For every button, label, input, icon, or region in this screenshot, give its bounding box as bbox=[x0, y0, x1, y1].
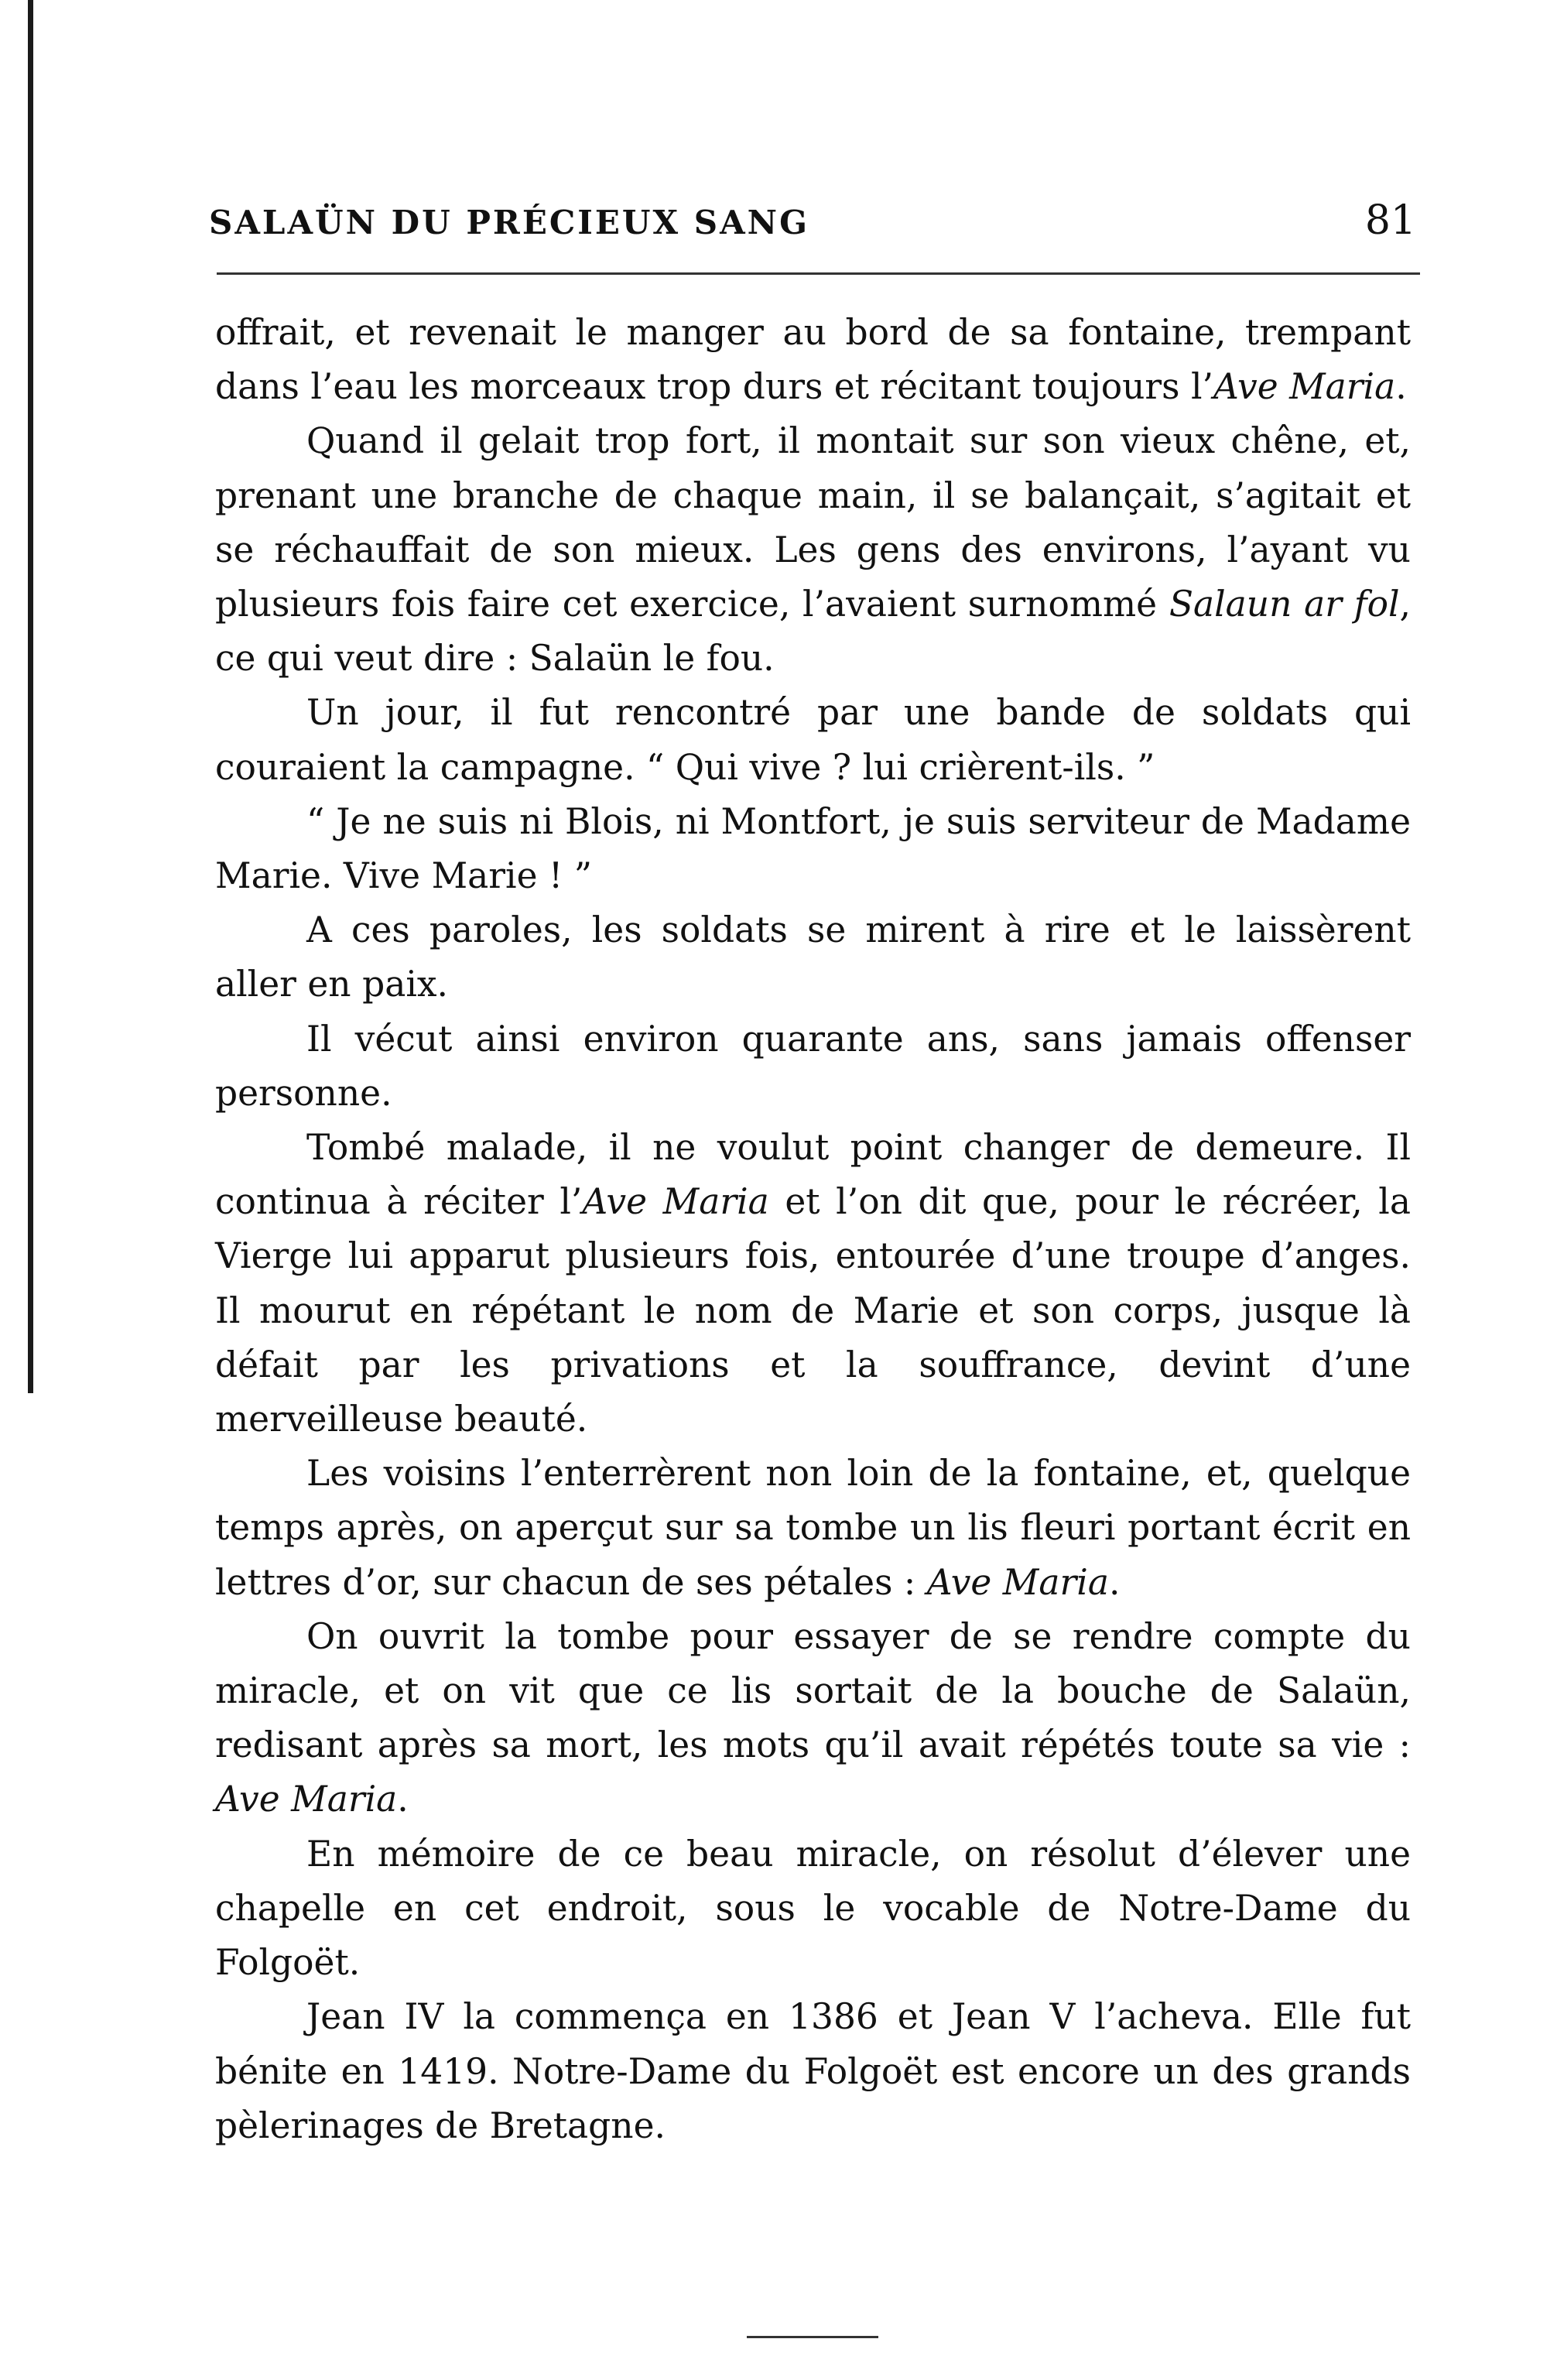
paragraph-2: Quand il gelait trop fort, il montait sur son vieux chêne, et, prenant une branche de chaque main, il se balançait, s’agitait et se réchauffait de son mieux. Les gens des environs, l’ayant vu plusieurs fois faire cet exercice, l’avaient surnommé Salaun ar fol, ce qui veut dire : Salaün le fou. bbox=[215, 420, 1411, 680]
paragraph-7: Tombé malade, il ne voulut point changer de demeure. Il continua à réciter l’Ave Maria et l’on dit que, pour le récréer, la Vierge lui apparut plusieurs fois, entourée d’une troupe d’anges. Il mourut en répétant le nom de Marie et son corps, jusque là défait par les privations et la souffrance, devint d’une merveilleuse beauté. bbox=[215, 1127, 1411, 1440]
paragraph-5: A ces paroles, les soldats se mirent à rire et le laissèrent aller en paix. bbox=[215, 909, 1411, 1005]
binding-edge-rule bbox=[28, 0, 33, 1393]
body-text bbox=[215, 306, 1411, 2153]
paragraph-8: Les voisins l’enterrèrent non loin de la fontaine, et, quelque temps après, on aperçut sur sa tombe un lis fleuri portant écrit en lettres d’or, sur chacun de ses pétales : Ave Maria. bbox=[215, 1453, 1411, 1603]
running-head: SALAÜN DU PRÉCIEUX SANG bbox=[209, 204, 809, 241]
paragraph-4: “ Je ne suis ni Blois, ni Montfort, je suis serviteur de Madame Marie. Vive Marie ! ” bbox=[215, 800, 1411, 897]
paragraph-9: On ouvrit la tombe pour essayer de se rendre compte du miracle, et on vit que ce lis sortait de la bouche de Salaün, redisant après sa mort, les mots qu’il avait répétés toute sa vie : Ave Maria. bbox=[215, 1615, 1411, 1820]
paragraph-6: Il vécut ainsi environ quarante ans, sans jamais offenser personne. bbox=[215, 1018, 1411, 1114]
header-rule bbox=[217, 272, 1420, 275]
paragraph-11: Jean IV la commença en 1386 et Jean V l’acheva. Elle fut bénite en 1419. Notre-Dame du Folgoët est encore un des grands pèlerinages de Bretagne. bbox=[215, 1996, 1411, 2146]
end-rule bbox=[747, 2336, 878, 2338]
paragraph-10: En mémoire de ce beau miracle, on résolut d’élever une chapelle en cet endroit, sous le vocable de Notre-Dame du Folgoët. bbox=[215, 1833, 1411, 1984]
page-header bbox=[209, 197, 1416, 252]
paragraph-1: offrait, et revenait le manger au bord de sa fontaine, trempant dans l’eau les morceaux trop durs et récitant toujours l’Ave Maria. bbox=[215, 312, 1411, 408]
page-number: 81 bbox=[1364, 197, 1416, 244]
paragraph-3: Un jour, il fut rencontré par une bande de soldats qui couraient la campagne. “ Qui vive ? lui crièrent-ils. ” bbox=[215, 692, 1411, 788]
